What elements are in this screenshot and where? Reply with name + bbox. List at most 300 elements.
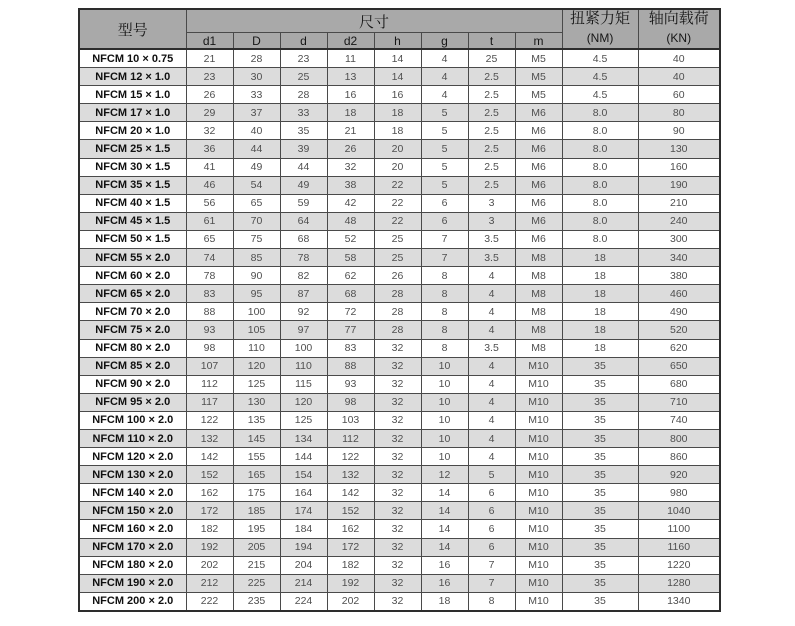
table-row — [79, 49, 720, 68]
model-cell: NFCM 90 × 2.0 — [79, 375, 186, 393]
value-cell: 4 — [468, 285, 515, 303]
value-cell: 4 — [468, 448, 515, 466]
value-cell: 18 — [327, 104, 374, 122]
table-row — [79, 502, 720, 520]
value-cell: 33 — [233, 86, 280, 104]
value-cell: 4 — [468, 357, 515, 375]
value-cell: 5 — [421, 158, 468, 176]
value-cell: 46 — [186, 176, 233, 194]
value-cell: 20 — [374, 158, 421, 176]
value-cell: 194 — [280, 538, 327, 556]
table-row — [79, 411, 720, 429]
value-cell: M10 — [515, 393, 562, 411]
value-cell: 8 — [421, 303, 468, 321]
value-cell: M10 — [515, 556, 562, 574]
value-cell: 680 — [638, 375, 720, 393]
value-cell: 172 — [327, 538, 374, 556]
value-cell: 162 — [186, 484, 233, 502]
torque-label: 扭紧力矩 — [570, 10, 631, 28]
value-cell: 32 — [374, 429, 421, 447]
value-cell: 620 — [638, 339, 720, 357]
value-cell: M6 — [515, 176, 562, 194]
value-cell: 2.5 — [468, 86, 515, 104]
table-row — [79, 230, 720, 248]
value-cell: 10 — [421, 375, 468, 393]
value-cell: 1280 — [638, 574, 720, 592]
value-cell: 68 — [280, 230, 327, 248]
value-cell: 185 — [233, 502, 280, 520]
value-cell: 192 — [186, 538, 233, 556]
value-cell: 65 — [233, 194, 280, 212]
value-cell: M10 — [515, 592, 562, 611]
table-row — [79, 194, 720, 212]
model-cell: NFCM 30 × 1.5 — [79, 158, 186, 176]
value-cell: 25 — [468, 49, 515, 68]
value-cell: 23 — [186, 68, 233, 86]
table-row — [79, 339, 720, 357]
value-cell: M8 — [515, 303, 562, 321]
value-cell: 18 — [421, 592, 468, 611]
value-cell: 95 — [233, 285, 280, 303]
value-cell: 28 — [280, 86, 327, 104]
value-cell: 4.5 — [562, 68, 638, 86]
model-cell: NFCM 130 × 2.0 — [79, 466, 186, 484]
value-cell: 10 — [421, 429, 468, 447]
value-cell: 980 — [638, 484, 720, 502]
value-cell: M10 — [515, 466, 562, 484]
value-cell: 6 — [421, 212, 468, 230]
value-cell: 130 — [638, 140, 720, 158]
load-label: 轴向载荷 — [648, 10, 709, 28]
value-cell: 16 — [374, 86, 421, 104]
value-cell: 174 — [280, 502, 327, 520]
value-cell: 125 — [233, 375, 280, 393]
value-cell: 88 — [327, 357, 374, 375]
value-cell: M10 — [515, 357, 562, 375]
value-cell: M5 — [515, 86, 562, 104]
value-cell: 100 — [233, 303, 280, 321]
value-cell: 215 — [233, 556, 280, 574]
value-cell: 42 — [327, 194, 374, 212]
model-cell: NFCM 140 × 2.0 — [79, 484, 186, 502]
table-row — [79, 104, 720, 122]
value-cell: M10 — [515, 520, 562, 538]
table-row — [79, 357, 720, 375]
value-cell: M8 — [515, 321, 562, 339]
value-cell: 72 — [327, 303, 374, 321]
value-cell: M10 — [515, 484, 562, 502]
value-cell: 154 — [280, 466, 327, 484]
value-cell: 103 — [327, 411, 374, 429]
value-cell: 4 — [468, 411, 515, 429]
value-cell: 59 — [280, 194, 327, 212]
value-cell: 6 — [468, 520, 515, 538]
value-cell: 5 — [421, 140, 468, 158]
model-cell: NFCM 35 × 1.5 — [79, 176, 186, 194]
value-cell: 8.0 — [562, 212, 638, 230]
value-cell: 32 — [374, 502, 421, 520]
value-cell: 490 — [638, 303, 720, 321]
value-cell: 3 — [468, 212, 515, 230]
value-cell: 28 — [233, 49, 280, 68]
value-cell: 8 — [468, 592, 515, 611]
value-cell: M6 — [515, 230, 562, 248]
column-header-g: g — [421, 33, 468, 50]
table-row — [79, 520, 720, 538]
value-cell: 52 — [327, 230, 374, 248]
value-cell: 75 — [233, 230, 280, 248]
value-cell: 37 — [233, 104, 280, 122]
value-cell: 142 — [327, 484, 374, 502]
value-cell: 3.5 — [468, 230, 515, 248]
model-cell: NFCM 150 × 2.0 — [79, 502, 186, 520]
value-cell: 39 — [280, 140, 327, 158]
value-cell: M6 — [515, 140, 562, 158]
table-row — [79, 538, 720, 556]
model-cell: NFCM 17 × 1.0 — [79, 104, 186, 122]
value-cell: 18 — [562, 303, 638, 321]
value-cell: 222 — [186, 592, 233, 611]
value-cell: 16 — [421, 574, 468, 592]
value-cell: 165 — [233, 466, 280, 484]
load-unit: (KN) — [666, 31, 692, 45]
value-cell: 35 — [562, 592, 638, 611]
value-cell: 26 — [327, 140, 374, 158]
table-row — [79, 158, 720, 176]
table-header — [79, 9, 720, 49]
model-cell: NFCM 45 × 1.5 — [79, 212, 186, 230]
value-cell: 2.5 — [468, 140, 515, 158]
value-cell: 205 — [233, 538, 280, 556]
value-cell: 28 — [374, 303, 421, 321]
value-cell: 112 — [327, 429, 374, 447]
value-cell: 8 — [421, 321, 468, 339]
value-cell: 90 — [638, 122, 720, 140]
value-cell: 210 — [638, 194, 720, 212]
value-cell: 30 — [233, 68, 280, 86]
value-cell: 14 — [421, 520, 468, 538]
value-cell: 35 — [562, 556, 638, 574]
torque-unit: (NM) — [586, 31, 614, 45]
value-cell: 22 — [374, 194, 421, 212]
value-cell: 182 — [186, 520, 233, 538]
value-cell: 32 — [374, 375, 421, 393]
value-cell: 740 — [638, 411, 720, 429]
value-cell: 1100 — [638, 520, 720, 538]
value-cell: 74 — [186, 249, 233, 267]
model-cell: NFCM 50 × 1.5 — [79, 230, 186, 248]
value-cell: 164 — [280, 484, 327, 502]
value-cell: 78 — [280, 249, 327, 267]
value-cell: 10 — [421, 393, 468, 411]
value-cell: 144 — [280, 448, 327, 466]
value-cell: 14 — [421, 484, 468, 502]
column-header-d: d — [280, 33, 327, 50]
value-cell: 235 — [233, 592, 280, 611]
value-cell: 10 — [421, 357, 468, 375]
value-cell: M6 — [515, 122, 562, 140]
value-cell: 83 — [327, 339, 374, 357]
value-cell: 7 — [468, 556, 515, 574]
table-row — [79, 484, 720, 502]
value-cell: 65 — [186, 230, 233, 248]
value-cell: 8 — [421, 339, 468, 357]
column-header-model: 型号 — [79, 9, 186, 49]
value-cell: 12 — [421, 466, 468, 484]
value-cell: 35 — [562, 357, 638, 375]
value-cell: 155 — [233, 448, 280, 466]
value-cell: 162 — [327, 520, 374, 538]
value-cell: 650 — [638, 357, 720, 375]
value-cell: 240 — [638, 212, 720, 230]
value-cell: 10 — [421, 411, 468, 429]
value-cell: 35 — [562, 466, 638, 484]
value-cell: 62 — [327, 267, 374, 285]
value-cell: 110 — [233, 339, 280, 357]
value-cell: 49 — [280, 176, 327, 194]
value-cell: 77 — [327, 321, 374, 339]
value-cell: 8.0 — [562, 122, 638, 140]
value-cell: M6 — [515, 194, 562, 212]
value-cell: 5 — [468, 466, 515, 484]
model-cell: NFCM 40 × 1.5 — [79, 194, 186, 212]
model-cell: NFCM 170 × 2.0 — [79, 538, 186, 556]
model-cell: NFCM 70 × 2.0 — [79, 303, 186, 321]
value-cell: 5 — [421, 104, 468, 122]
value-cell: 60 — [638, 86, 720, 104]
table-row — [79, 140, 720, 158]
model-cell: NFCM 75 × 2.0 — [79, 321, 186, 339]
value-cell: 14 — [374, 49, 421, 68]
value-cell: 340 — [638, 249, 720, 267]
value-cell: 92 — [280, 303, 327, 321]
value-cell: 61 — [186, 212, 233, 230]
value-cell: 110 — [280, 357, 327, 375]
model-cell: NFCM 20 × 1.0 — [79, 122, 186, 140]
value-cell: 44 — [280, 158, 327, 176]
value-cell: 800 — [638, 429, 720, 447]
value-cell: 117 — [186, 393, 233, 411]
value-cell: 32 — [374, 484, 421, 502]
value-cell: 36 — [186, 140, 233, 158]
value-cell: 40 — [233, 122, 280, 140]
value-cell: 22 — [374, 212, 421, 230]
model-cell: NFCM 10 × 0.75 — [79, 49, 186, 68]
value-cell: 38 — [327, 176, 374, 194]
value-cell: 120 — [233, 357, 280, 375]
value-cell: 40 — [638, 49, 720, 68]
value-cell: 18 — [374, 104, 421, 122]
value-cell: 83 — [186, 285, 233, 303]
value-cell: 32 — [374, 592, 421, 611]
value-cell: 142 — [186, 448, 233, 466]
value-cell: 26 — [374, 267, 421, 285]
value-cell: M6 — [515, 158, 562, 176]
value-cell: 25 — [374, 249, 421, 267]
value-cell: 4 — [468, 267, 515, 285]
value-cell: M8 — [515, 339, 562, 357]
value-cell: 28 — [374, 285, 421, 303]
value-cell: 7 — [421, 249, 468, 267]
value-cell: 214 — [280, 574, 327, 592]
column-header-axial-load — [638, 9, 720, 49]
model-cell: NFCM 12 × 1.0 — [79, 68, 186, 86]
table-row — [79, 466, 720, 484]
value-cell: 21 — [327, 122, 374, 140]
table-row — [79, 574, 720, 592]
value-cell: M10 — [515, 502, 562, 520]
value-cell: 93 — [327, 375, 374, 393]
model-cell: NFCM 55 × 2.0 — [79, 249, 186, 267]
value-cell: M10 — [515, 448, 562, 466]
model-cell: NFCM 100 × 2.0 — [79, 411, 186, 429]
value-cell: 8.0 — [562, 176, 638, 194]
table-row — [79, 556, 720, 574]
table-row — [79, 285, 720, 303]
value-cell: 152 — [186, 466, 233, 484]
value-cell: 44 — [233, 140, 280, 158]
value-cell: 4 — [468, 429, 515, 447]
value-cell: 6 — [468, 538, 515, 556]
value-cell: M8 — [515, 267, 562, 285]
table-row — [79, 212, 720, 230]
value-cell: 35 — [562, 375, 638, 393]
value-cell: 41 — [186, 158, 233, 176]
table-row — [79, 267, 720, 285]
value-cell: 16 — [421, 556, 468, 574]
value-cell: 2.5 — [468, 104, 515, 122]
value-cell: 202 — [327, 592, 374, 611]
value-cell: 90 — [233, 267, 280, 285]
value-cell: 14 — [421, 502, 468, 520]
value-cell: 64 — [280, 212, 327, 230]
value-cell: 8.0 — [562, 104, 638, 122]
model-cell: NFCM 110 × 2.0 — [79, 429, 186, 447]
value-cell: 132 — [327, 466, 374, 484]
value-cell: 4 — [468, 321, 515, 339]
value-cell: 1160 — [638, 538, 720, 556]
value-cell: 28 — [374, 321, 421, 339]
value-cell: 98 — [186, 339, 233, 357]
value-cell: 212 — [186, 574, 233, 592]
value-cell: M10 — [515, 538, 562, 556]
value-cell: 10 — [421, 448, 468, 466]
value-cell: 7 — [468, 574, 515, 592]
value-cell: 225 — [233, 574, 280, 592]
value-cell: M10 — [515, 411, 562, 429]
value-cell: 8.0 — [562, 158, 638, 176]
value-cell: 107 — [186, 357, 233, 375]
value-cell: 6 — [468, 502, 515, 520]
value-cell: 160 — [638, 158, 720, 176]
value-cell: 130 — [233, 393, 280, 411]
value-cell: 68 — [327, 285, 374, 303]
value-cell: 6 — [468, 484, 515, 502]
value-cell: 87 — [280, 285, 327, 303]
value-cell: 32 — [186, 122, 233, 140]
value-cell: 6 — [421, 194, 468, 212]
value-cell: 2.5 — [468, 122, 515, 140]
column-header-t: t — [468, 33, 515, 50]
value-cell: 4 — [468, 303, 515, 321]
value-cell: 18 — [374, 122, 421, 140]
value-cell: 49 — [233, 158, 280, 176]
value-cell: 8.0 — [562, 140, 638, 158]
value-cell: 18 — [562, 267, 638, 285]
model-cell: NFCM 180 × 2.0 — [79, 556, 186, 574]
value-cell: 25 — [280, 68, 327, 86]
value-cell: 1340 — [638, 592, 720, 611]
value-cell: 7 — [421, 230, 468, 248]
value-cell: 1040 — [638, 502, 720, 520]
value-cell: 120 — [280, 393, 327, 411]
value-cell: 26 — [186, 86, 233, 104]
value-cell: 8.0 — [562, 194, 638, 212]
value-cell: 2.5 — [468, 158, 515, 176]
value-cell: 11 — [327, 49, 374, 68]
value-cell: 4 — [468, 393, 515, 411]
value-cell: 3 — [468, 194, 515, 212]
value-cell: 380 — [638, 267, 720, 285]
value-cell: 16 — [327, 86, 374, 104]
value-cell: 14 — [374, 68, 421, 86]
value-cell: 190 — [638, 176, 720, 194]
value-cell: 2.5 — [468, 68, 515, 86]
value-cell: 112 — [186, 375, 233, 393]
value-cell: 22 — [374, 176, 421, 194]
value-cell: 134 — [280, 429, 327, 447]
value-cell: M10 — [515, 375, 562, 393]
value-cell: 460 — [638, 285, 720, 303]
column-header-d1: d1 — [186, 33, 233, 50]
value-cell: 58 — [327, 249, 374, 267]
value-cell: 82 — [280, 267, 327, 285]
value-cell: 35 — [562, 502, 638, 520]
value-cell: 4.5 — [562, 86, 638, 104]
value-cell: 18 — [562, 249, 638, 267]
value-cell: 32 — [374, 448, 421, 466]
value-cell: 135 — [233, 411, 280, 429]
value-cell: 184 — [280, 520, 327, 538]
table-row — [79, 249, 720, 267]
model-cell: NFCM 15 × 1.0 — [79, 86, 186, 104]
value-cell: 35 — [562, 520, 638, 538]
value-cell: 29 — [186, 104, 233, 122]
value-cell: 5 — [421, 122, 468, 140]
value-cell: 35 — [562, 411, 638, 429]
value-cell: 48 — [327, 212, 374, 230]
column-header-d2: d2 — [327, 33, 374, 50]
value-cell: 56 — [186, 194, 233, 212]
value-cell: 195 — [233, 520, 280, 538]
value-cell: 32 — [374, 393, 421, 411]
model-cell: NFCM 25 × 1.5 — [79, 140, 186, 158]
model-cell: NFCM 120 × 2.0 — [79, 448, 186, 466]
value-cell: 21 — [186, 49, 233, 68]
value-cell: M5 — [515, 68, 562, 86]
value-cell: M5 — [515, 49, 562, 68]
value-cell: 78 — [186, 267, 233, 285]
value-cell: 32 — [374, 520, 421, 538]
value-cell: 182 — [327, 556, 374, 574]
value-cell: 4 — [421, 86, 468, 104]
value-cell: 3.5 — [468, 249, 515, 267]
table-body — [79, 49, 720, 611]
table-row — [79, 592, 720, 611]
model-cell: NFCM 80 × 2.0 — [79, 339, 186, 357]
value-cell: 860 — [638, 448, 720, 466]
value-cell: 35 — [562, 429, 638, 447]
